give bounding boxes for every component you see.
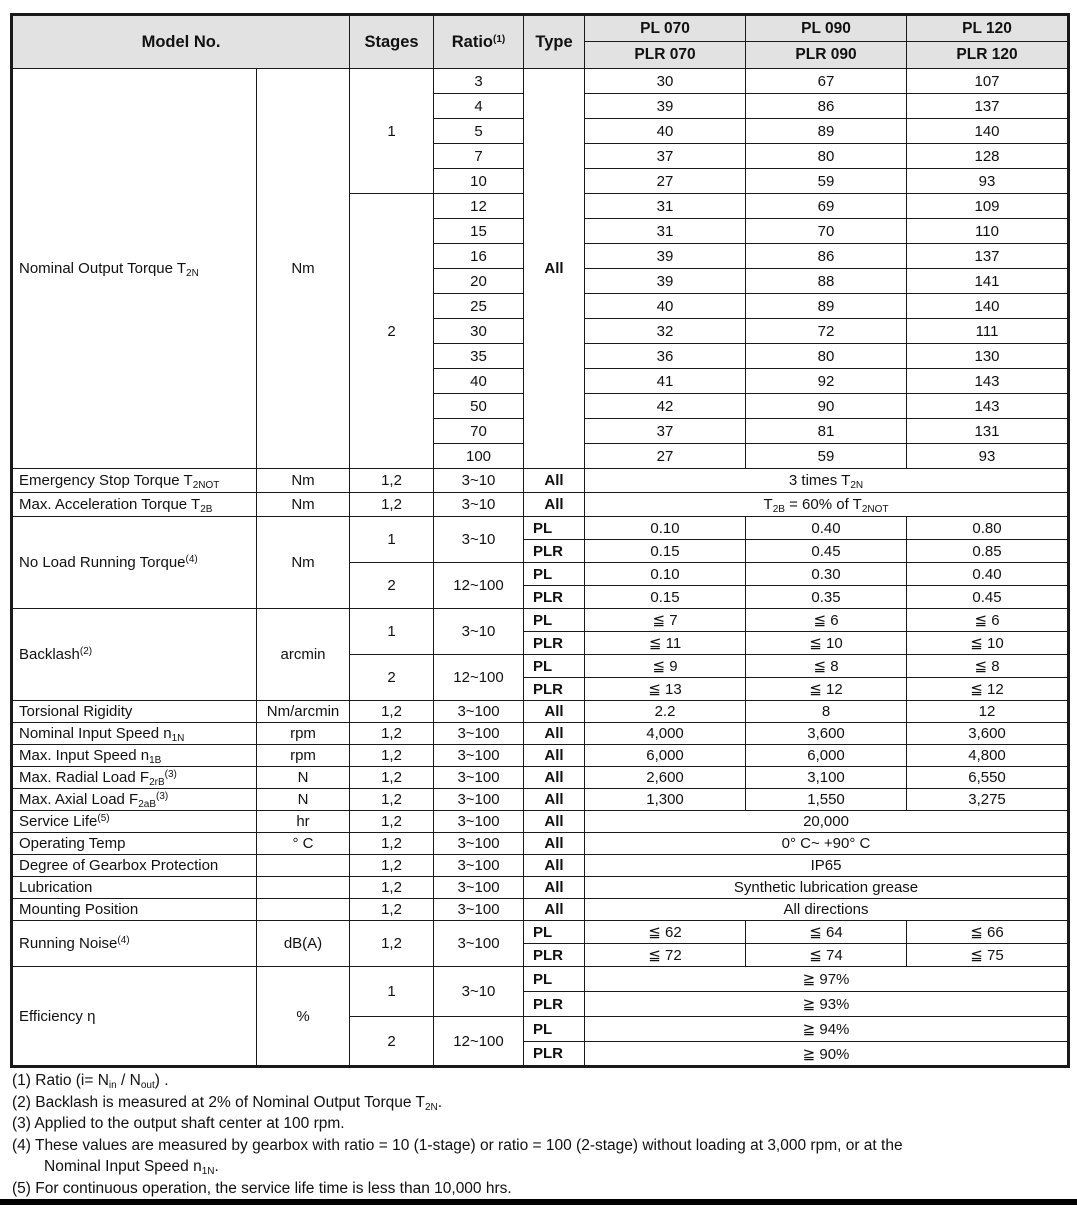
type-cell: PLR — [524, 992, 585, 1017]
value-pl070: 27 — [585, 444, 746, 469]
ratio-cell: 3~10 — [434, 609, 524, 655]
value-pl120: 3,600 — [907, 723, 1069, 745]
value-pl090: 0.40 — [746, 517, 907, 540]
value-pl120: 140 — [907, 119, 1069, 144]
footnotes — [12, 1070, 903, 1199]
value-pl070: 4,000 — [585, 723, 746, 745]
value-pl120: ≦ 75 — [907, 944, 1069, 967]
value-pl090: ≦ 12 — [746, 678, 907, 701]
value-pl070: 41 — [585, 369, 746, 394]
col-header-type: Type — [524, 15, 585, 69]
value-pl090: 80 — [746, 144, 907, 169]
value-span: ≧ 93% — [585, 992, 1069, 1017]
value-pl120: 128 — [907, 144, 1069, 169]
stages-cell: 1 — [350, 517, 434, 563]
type-cell: All — [524, 69, 585, 469]
ratio-cell: 3~10 — [434, 469, 524, 493]
unit-cell: dB(A) — [257, 921, 350, 967]
value-pl090: 6,000 — [746, 745, 907, 767]
stages-cell: 1,2 — [350, 745, 434, 767]
value-pl120: ≦ 6 — [907, 609, 1069, 632]
ratio-cell: 3~100 — [434, 701, 524, 723]
col-header-stages: Stages — [350, 15, 434, 69]
type-cell: PL — [524, 967, 585, 992]
value-pl070: 31 — [585, 194, 746, 219]
row-label-mounting-position: Mounting Position — [12, 899, 257, 921]
footnote-4: (4) These values are measured by gearbox with ratio = 10 (1-stage) or ratio = 100 (2-stage) without loading at 3,000 rpm, or at the — [12, 1136, 903, 1154]
ratio-cell: 3~100 — [434, 877, 524, 899]
ratio-cell: 70 — [434, 419, 524, 444]
ratio-cell: 5 — [434, 119, 524, 144]
value-pl120: ≦ 12 — [907, 678, 1069, 701]
value-pl120: 93 — [907, 169, 1069, 194]
unit-cell: ° C — [257, 833, 350, 855]
type-cell: PLR — [524, 540, 585, 563]
value-pl070: 40 — [585, 294, 746, 319]
ratio-cell: 15 — [434, 219, 524, 244]
ratio-cell: 12~100 — [434, 1017, 524, 1067]
type-cell: All — [524, 723, 585, 745]
stages-cell: 1,2 — [350, 877, 434, 899]
ratio-cell: 25 — [434, 294, 524, 319]
row-label-no-load-running-torque: No Load Running Torque$^{(4)}$ — [12, 517, 257, 609]
value-pl120: 109 — [907, 194, 1069, 219]
row-label-max-acceleration-torque: Max. Acceleration Torque $T_{2B}$ — [12, 493, 257, 517]
value-pl090: ≦ 6 — [746, 609, 907, 632]
unit-cell — [257, 899, 350, 921]
value-span: ≧ 97% — [585, 967, 1069, 992]
value-pl070: 6,000 — [585, 745, 746, 767]
value-pl070: ≦ 7 — [585, 609, 746, 632]
value-pl070: 27 — [585, 169, 746, 194]
type-cell: PL — [524, 921, 585, 944]
value-pl120: 110 — [907, 219, 1069, 244]
type-cell: PLR — [524, 944, 585, 967]
ratio-cell: 30 — [434, 319, 524, 344]
value-pl090: 86 — [746, 94, 907, 119]
unit-cell: % — [257, 967, 350, 1067]
value-pl070: 30 — [585, 69, 746, 94]
ratio-cell: 16 — [434, 244, 524, 269]
row-label-nominal-input-speed: Nominal Input Speed $n_{1N}$ — [12, 723, 257, 745]
value-pl090: 69 — [746, 194, 907, 219]
value-pl090: ≦ 8 — [746, 655, 907, 678]
value-pl070: 37 — [585, 144, 746, 169]
unit-cell: Nm — [257, 493, 350, 517]
unit-cell: Nm — [257, 517, 350, 609]
ratio-cell: 3~100 — [434, 833, 524, 855]
value-pl070: 39 — [585, 269, 746, 294]
value-pl070: ≦ 13 — [585, 678, 746, 701]
value-span: IP65 — [585, 855, 1069, 877]
value-pl120: 143 — [907, 369, 1069, 394]
row-label-max-radial-load: Max. Radial Load $F_{2rB}^{(3)}$ — [12, 767, 257, 789]
row-label-running-noise: Running Noise$^{(4)}$ — [12, 921, 257, 967]
stages-cell: 2 — [350, 1017, 434, 1067]
unit-cell: rpm — [257, 723, 350, 745]
value-pl070: 1,300 — [585, 789, 746, 811]
value-pl070: 0.15 — [585, 540, 746, 563]
type-cell: All — [524, 469, 585, 493]
col-header-plr090: PLR 090 — [746, 42, 907, 69]
ratio-cell: 35 — [434, 344, 524, 369]
value-pl070: 0.10 — [585, 517, 746, 540]
value-pl120: 3,275 — [907, 789, 1069, 811]
unit-cell: arcmin — [257, 609, 350, 701]
ratio-cell: 3~100 — [434, 745, 524, 767]
type-cell: All — [524, 767, 585, 789]
value-pl120: 140 — [907, 294, 1069, 319]
value-span: All directions — [585, 899, 1069, 921]
value-pl090: 81 — [746, 419, 907, 444]
value-pl120: 137 — [907, 94, 1069, 119]
stages-cell: 1,2 — [350, 855, 434, 877]
type-cell: All — [524, 855, 585, 877]
col-header-pl070: PL 070 — [585, 15, 746, 42]
value-pl120: 130 — [907, 344, 1069, 369]
value-pl090: 0.35 — [746, 586, 907, 609]
type-cell: All — [524, 811, 585, 833]
footnote-1: (1) Ratio $(i= N_{in} / N_{out})$ . — [12, 1072, 169, 1091]
footnote-2: (2) Backlash is measured at 2% of Nominal Output Torque $T_{2N}$. — [12, 1093, 443, 1113]
ratio-cell: 3~100 — [434, 811, 524, 833]
value-span: ≧ 90% — [585, 1042, 1069, 1067]
type-cell: PLR — [524, 632, 585, 655]
value-pl090: 0.45 — [746, 540, 907, 563]
value-pl070: 0.15 — [585, 586, 746, 609]
value-pl090: 0.30 — [746, 563, 907, 586]
ratio-cell: 10 — [434, 169, 524, 194]
value-pl120: 6,550 — [907, 767, 1069, 789]
row-label-max-input-speed: Max. Input Speed $n_{1B}$ — [12, 745, 257, 767]
value-pl090: 3,600 — [746, 723, 907, 745]
ratio-cell: 3~100 — [434, 789, 524, 811]
value-pl070: 2.2 — [585, 701, 746, 723]
value-pl090: 80 — [746, 344, 907, 369]
value-pl120: ≦ 8 — [907, 655, 1069, 678]
value-pl070: 37 — [585, 419, 746, 444]
value-pl070: ≦ 62 — [585, 921, 746, 944]
stages-cell: 1 — [350, 609, 434, 655]
value-pl070: 40 — [585, 119, 746, 144]
row-label-torsional-rigidity: Torsional Rigidity — [12, 701, 257, 723]
value-pl120: 4,800 — [907, 745, 1069, 767]
ratio-cell: 20 — [434, 269, 524, 294]
ratio-cell: 3~100 — [434, 767, 524, 789]
type-cell: PL — [524, 563, 585, 586]
value-span: 3 times $T_{2N}$ — [585, 469, 1069, 493]
ratio-cell: 12~100 — [434, 655, 524, 701]
value-pl070: 39 — [585, 94, 746, 119]
value-pl070: 42 — [585, 394, 746, 419]
unit-cell: hr — [257, 811, 350, 833]
value-pl090: ≦ 64 — [746, 921, 907, 944]
unit-cell: N — [257, 767, 350, 789]
stages-cell: 1,2 — [350, 493, 434, 517]
row-label-operating-temp: Operating Temp — [12, 833, 257, 855]
value-pl090: 90 — [746, 394, 907, 419]
unit-cell — [257, 877, 350, 899]
ratio-cell: 40 — [434, 369, 524, 394]
value-pl120: ≦ 66 — [907, 921, 1069, 944]
unit-cell: rpm — [257, 745, 350, 767]
value-pl070: ≦ 11 — [585, 632, 746, 655]
value-pl120: 0.40 — [907, 563, 1069, 586]
value-pl070: 39 — [585, 244, 746, 269]
stages-cell: 1,2 — [350, 921, 434, 967]
type-cell: All — [524, 493, 585, 517]
ratio-cell: 3~100 — [434, 899, 524, 921]
value-pl120: 12 — [907, 701, 1069, 723]
value-pl090: 92 — [746, 369, 907, 394]
gearbox-spec-table — [10, 13, 1070, 1068]
value-pl090: 88 — [746, 269, 907, 294]
value-pl070: ≦ 9 — [585, 655, 746, 678]
value-span: $T_{2B} = 60\%$ of $T_{2NOT}$ — [585, 493, 1069, 517]
ratio-cell: 50 — [434, 394, 524, 419]
value-pl070: 36 — [585, 344, 746, 369]
stages-cell: 1 — [350, 967, 434, 1017]
stages-cell: 2 — [350, 563, 434, 609]
col-header-pl090: PL 090 — [746, 15, 907, 42]
row-label-nominal-output-torque: Nominal Output Torque $T_{2N}$ — [12, 69, 257, 469]
col-header-ratio: Ratio$^{(1)}$ — [434, 15, 524, 69]
stages-cell: 1,2 — [350, 789, 434, 811]
value-pl090: 59 — [746, 169, 907, 194]
type-cell: PLR — [524, 678, 585, 701]
row-label-efficiency: Efficiency η — [12, 967, 257, 1067]
value-pl070: ≦ 72 — [585, 944, 746, 967]
stages-cell: 1,2 — [350, 723, 434, 745]
value-pl070: 2,600 — [585, 767, 746, 789]
value-span: ≧ 94% — [585, 1017, 1069, 1042]
value-pl090: 89 — [746, 119, 907, 144]
unit-cell: N — [257, 789, 350, 811]
ratio-cell: 4 — [434, 94, 524, 119]
value-pl120: 0.80 — [907, 517, 1069, 540]
ratio-cell: 12 — [434, 194, 524, 219]
value-pl120: 131 — [907, 419, 1069, 444]
value-pl120: 143 — [907, 394, 1069, 419]
value-pl120: 141 — [907, 269, 1069, 294]
value-pl120: 111 — [907, 319, 1069, 344]
stages-cell: 1,2 — [350, 899, 434, 921]
row-label-emergency-stop-torque: Emergency Stop Torque $T_{2NOT}$ — [12, 469, 257, 493]
gearbox-spec-table-wrap — [10, 13, 1067, 1068]
value-pl090: 89 — [746, 294, 907, 319]
value-pl070: 31 — [585, 219, 746, 244]
value-pl090: 67 — [746, 69, 907, 94]
value-span: Synthetic lubrication grease — [585, 877, 1069, 899]
stages-cell: 1,2 — [350, 469, 434, 493]
unit-cell — [257, 855, 350, 877]
col-header-plr070: PLR 070 — [585, 42, 746, 69]
type-cell: PLR — [524, 1042, 585, 1067]
row-label-max-axial-load: Max. Axial Load $F_{2aB}^{(3)}$ — [12, 789, 257, 811]
footnote-3: (3) Applied to the output shaft center at 100 rpm. — [12, 1115, 345, 1132]
ratio-cell: 7 — [434, 144, 524, 169]
value-pl120: 93 — [907, 444, 1069, 469]
unit-cell: Nm — [257, 69, 350, 469]
value-pl090: 3,100 — [746, 767, 907, 789]
type-cell: PL — [524, 655, 585, 678]
value-pl120: 107 — [907, 69, 1069, 94]
col-header-plr120: PLR 120 — [907, 42, 1069, 69]
value-pl120: ≦ 10 — [907, 632, 1069, 655]
type-cell: All — [524, 745, 585, 767]
row-label-degree-of-gearbox-protection: Degree of Gearbox Protection — [12, 855, 257, 877]
ratio-cell: 100 — [434, 444, 524, 469]
type-cell: All — [524, 899, 585, 921]
type-cell: All — [524, 877, 585, 899]
ratio-cell: 3 — [434, 69, 524, 94]
value-pl120: 0.45 — [907, 586, 1069, 609]
ratio-cell: 3~10 — [434, 493, 524, 517]
unit-cell: Nm/arcmin — [257, 701, 350, 723]
ratio-cell: 3~100 — [434, 723, 524, 745]
ratio-cell: 12~100 — [434, 563, 524, 609]
value-pl070: 0.10 — [585, 563, 746, 586]
value-pl090: ≦ 74 — [746, 944, 907, 967]
col-header-pl120: PL 120 — [907, 15, 1069, 42]
col-header-model-no: Model No. — [12, 15, 350, 69]
type-cell: PL — [524, 1017, 585, 1042]
value-pl090: 1,550 — [746, 789, 907, 811]
row-label-backlash: Backlash$^{(2)}$ — [12, 609, 257, 701]
value-pl090: ≦ 10 — [746, 632, 907, 655]
ratio-cell: 3~100 — [434, 921, 524, 967]
value-pl120: 137 — [907, 244, 1069, 269]
row-label-lubrication: Lubrication — [12, 877, 257, 899]
value-pl090: 8 — [746, 701, 907, 723]
stages-cell: 1,2 — [350, 701, 434, 723]
type-cell: All — [524, 789, 585, 811]
type-cell: PLR — [524, 586, 585, 609]
stages-cell: 1,2 — [350, 833, 434, 855]
type-cell: PL — [524, 609, 585, 632]
stages-cell: 1 — [350, 69, 434, 194]
type-cell: All — [524, 833, 585, 855]
stages-cell: 2 — [350, 194, 434, 469]
ratio-cell: 3~10 — [434, 517, 524, 563]
footnote-4-continued: Nominal Input Speed $n_{1N}$. — [44, 1158, 219, 1177]
footnote-5: (5) For continuous operation, the service life time is less than 10,000 hrs. — [12, 1179, 512, 1197]
value-pl070: 32 — [585, 319, 746, 344]
value-pl090: 72 — [746, 319, 907, 344]
unit-cell: Nm — [257, 469, 350, 493]
value-pl120: 0.85 — [907, 540, 1069, 563]
value-span: 0° C~ +90° C — [585, 833, 1069, 855]
ratio-cell: 3~10 — [434, 967, 524, 1017]
stages-cell: 2 — [350, 655, 434, 701]
stages-cell: 1,2 — [350, 767, 434, 789]
stages-cell: 1,2 — [350, 811, 434, 833]
type-cell: PL — [524, 517, 585, 540]
row-label-service-life: Service Life$^{(5)}$ — [12, 811, 257, 833]
page-bottom-rule — [0, 1199, 1077, 1205]
value-span: 20,000 — [585, 811, 1069, 833]
ratio-cell: 3~100 — [434, 855, 524, 877]
type-cell: All — [524, 701, 585, 723]
value-pl090: 86 — [746, 244, 907, 269]
value-pl090: 59 — [746, 444, 907, 469]
value-pl090: 70 — [746, 219, 907, 244]
